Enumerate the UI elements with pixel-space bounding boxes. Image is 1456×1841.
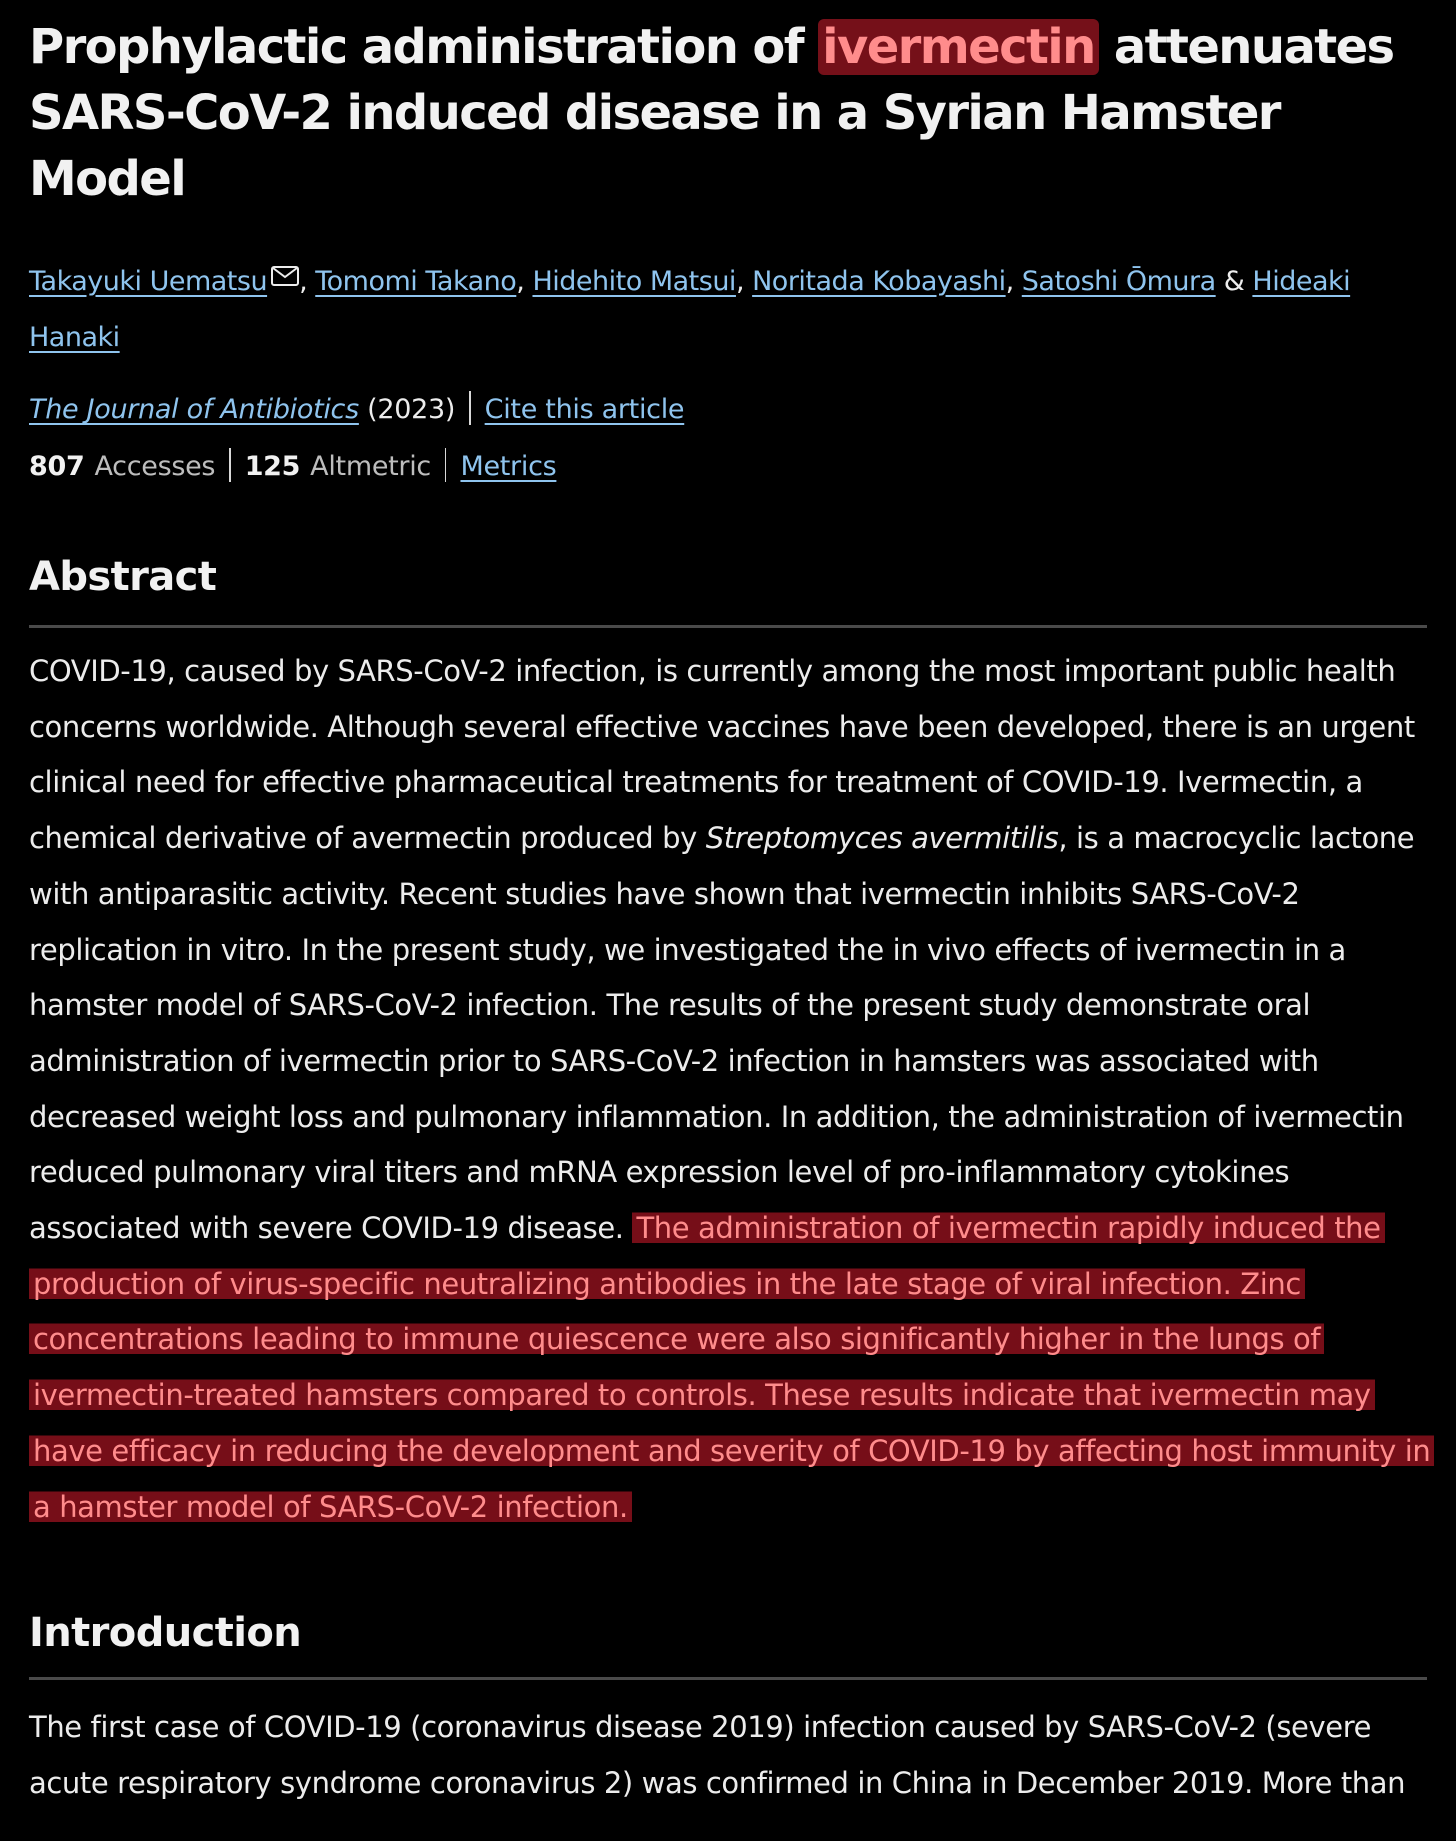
accesses-label: Accesses — [94, 451, 216, 482]
author-list — [29, 250, 1429, 366]
abstract-section-header — [29, 547, 1429, 628]
author-link-omura[interactable]: Satoshi Ōmura — [1021, 266, 1216, 297]
cite-article-link[interactable]: Cite this article — [484, 394, 685, 425]
author-separator: , — [299, 266, 316, 297]
title-highlight: ivermectin — [818, 19, 1099, 75]
highlighted-passage: The administration of ivermectin rapidly induced the production of virus-specific neutralizing antibodies in the late stage of viral infection. Zinc concentrations leading to immune quiescence were also significantly higher in the lungs of ivermectin-treated hamsters compared to controls. These results indicate that ivermectin may have efficacy in reducing the development and severity of COVID-19 by affecting host immunity in a hamster model of SARS-CoV-2 infection. — [29, 1211, 1434, 1524]
abstract-body — [29, 644, 1449, 1535]
author-link-matsui[interactable]: Hidehito Matsui — [532, 266, 736, 297]
author-link-uematsu[interactable]: Takayuki Uematsu — [29, 266, 268, 297]
section-divider — [29, 625, 1427, 628]
introduction-section-header — [29, 1603, 1429, 1680]
publication-year: (2023) — [367, 394, 456, 425]
divider — [469, 391, 471, 425]
introduction-body: The first case of COVID-19 (coronavirus disease 2019) infection caused by SARS-CoV-2 (severe acute respiratory syndrome coronavirus 2) was confirmed in China in December 2019. More than — [29, 1710, 1406, 1800]
title-text-start: Prophylactic administration of — [29, 19, 819, 75]
title-text-end: attenuates SARS-CoV-2 induced disease in a Syrian Hamster Model — [29, 19, 1394, 207]
introduction-heading: Introduction — [29, 1610, 302, 1657]
metrics-link[interactable]: Metrics — [460, 451, 557, 482]
author-link-kobayashi[interactable]: Noritada Kobayashi — [752, 266, 1006, 297]
author-ampersand: & — [1215, 266, 1253, 297]
accesses-count: 807 — [29, 451, 85, 482]
species-name: Streptomyces avermitilis — [705, 821, 1059, 856]
journal-link[interactable]: The Journal of Antibiotics — [29, 394, 359, 425]
article-title — [29, 0, 1429, 212]
divider — [445, 448, 447, 482]
section-divider — [29, 1677, 1427, 1680]
abstract-text-part-2: , is a macrocyclic lactone with antiparasitic activity. Recent studies have shown that ivermectin inhibits SARS-CoV-2 replication in vitro. In the present study, we investigated the in vivo effects of ivermectin in a hamster model of SARS-CoV-2 infection. The results of the present study demonstrate oral administration of ivermectin prior to SARS-CoV-2 infection in hamsters was associated with decreased weight loss and pulmonary inflammation. In addition, the administration of ivermectin reduced pulmonary viral titers and mRNA expression level of pro-inflammatory cytokines associated with severe COVID-19 disease. — [29, 821, 1415, 1246]
mail-icon[interactable] — [271, 250, 299, 270]
author-separator: , — [735, 266, 753, 297]
author-separator: , — [1005, 266, 1022, 297]
altmetric-label: Altmetric — [310, 451, 431, 482]
author-link-takano[interactable]: Tomomi Takano — [315, 266, 517, 297]
author-separator: , — [516, 266, 533, 297]
altmetric-score: 125 — [244, 451, 301, 482]
abstract-heading: Abstract — [29, 554, 217, 600]
journal-info — [29, 390, 1429, 430]
abstract-text-part-1: COVID-19, caused by SARS-CoV-2 infection, is currently among the most important public health concerns worldwide. Although several effective vaccines have been developed, there is an urgent clinical need for effective pharmaceutical treatments for treatment of COVID-19. Ivermectin, a chemical derivative of avermectin produced by — [29, 654, 1415, 856]
author-link-hanaki[interactable]: Hideaki Hanaki — [29, 266, 1351, 353]
article-metrics — [29, 447, 1429, 487]
divider — [229, 448, 231, 482]
article-page — [29, 0, 1429, 1841]
